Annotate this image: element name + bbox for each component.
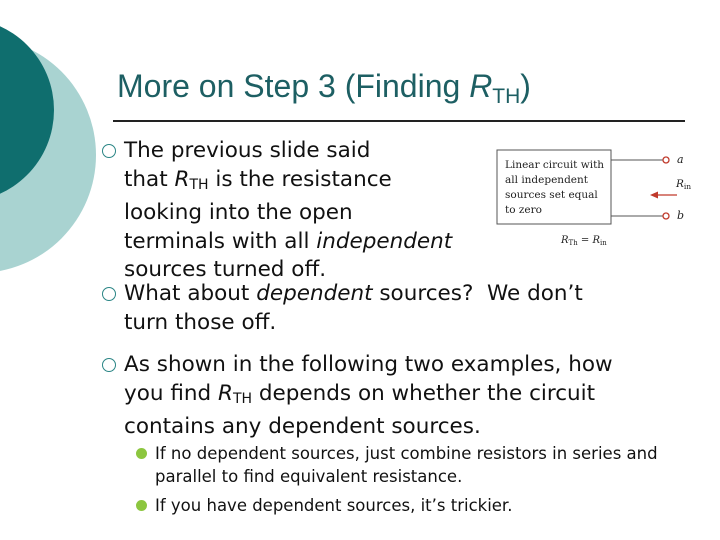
- subbullet-marker: [136, 448, 147, 459]
- subbullet-marker: [136, 500, 147, 511]
- title-divider: [113, 120, 685, 122]
- bullet-text: The previous slide said that $R_{TH}$ is the resistance looking into the open terminals with all independent sources turned off.: [124, 138, 453, 282]
- terminal-b-label: b: [677, 209, 685, 222]
- subbullet-2: [136, 494, 696, 517]
- box-line-1: Linear circuit with: [505, 159, 605, 171]
- bullet-marker: [102, 358, 116, 372]
- box-line-4: to zero: [505, 204, 542, 216]
- bullet-text: As shown in the following two examples, how you find $R_{TH}$ depends on whether the circuit contains any dependent sources.: [124, 352, 613, 439]
- terminal-a-label: a: [677, 153, 684, 166]
- terminal-b: [663, 213, 669, 219]
- box-line-3: sources set equal: [505, 189, 598, 201]
- rin-label: Rin: [676, 178, 692, 191]
- rin-arrow-head: [650, 192, 658, 199]
- subbullet-1: [136, 442, 696, 488]
- terminal-a: [663, 157, 669, 163]
- equation: $R_{Th} = R_{in}$: [561, 235, 607, 247]
- subbullet-text: If no dependent sources, just combine resistors in series and parallel to find equivalent resistance.: [155, 444, 658, 486]
- subbullet-text: If you have dependent sources, it’s trickier.: [155, 496, 513, 515]
- box-line-2: all independent: [505, 174, 588, 186]
- bullet-text: What about dependent sources? We don’t turn those off.: [124, 281, 583, 335]
- circuit-figure: [493, 148, 703, 248]
- bullet-marker: [102, 144, 116, 158]
- bullet-2: [102, 280, 692, 337]
- slide-title: More on Step 3 (Finding $R_{TH}$): [117, 68, 531, 108]
- bullet-3: [102, 351, 692, 442]
- bullet-marker: [102, 287, 116, 301]
